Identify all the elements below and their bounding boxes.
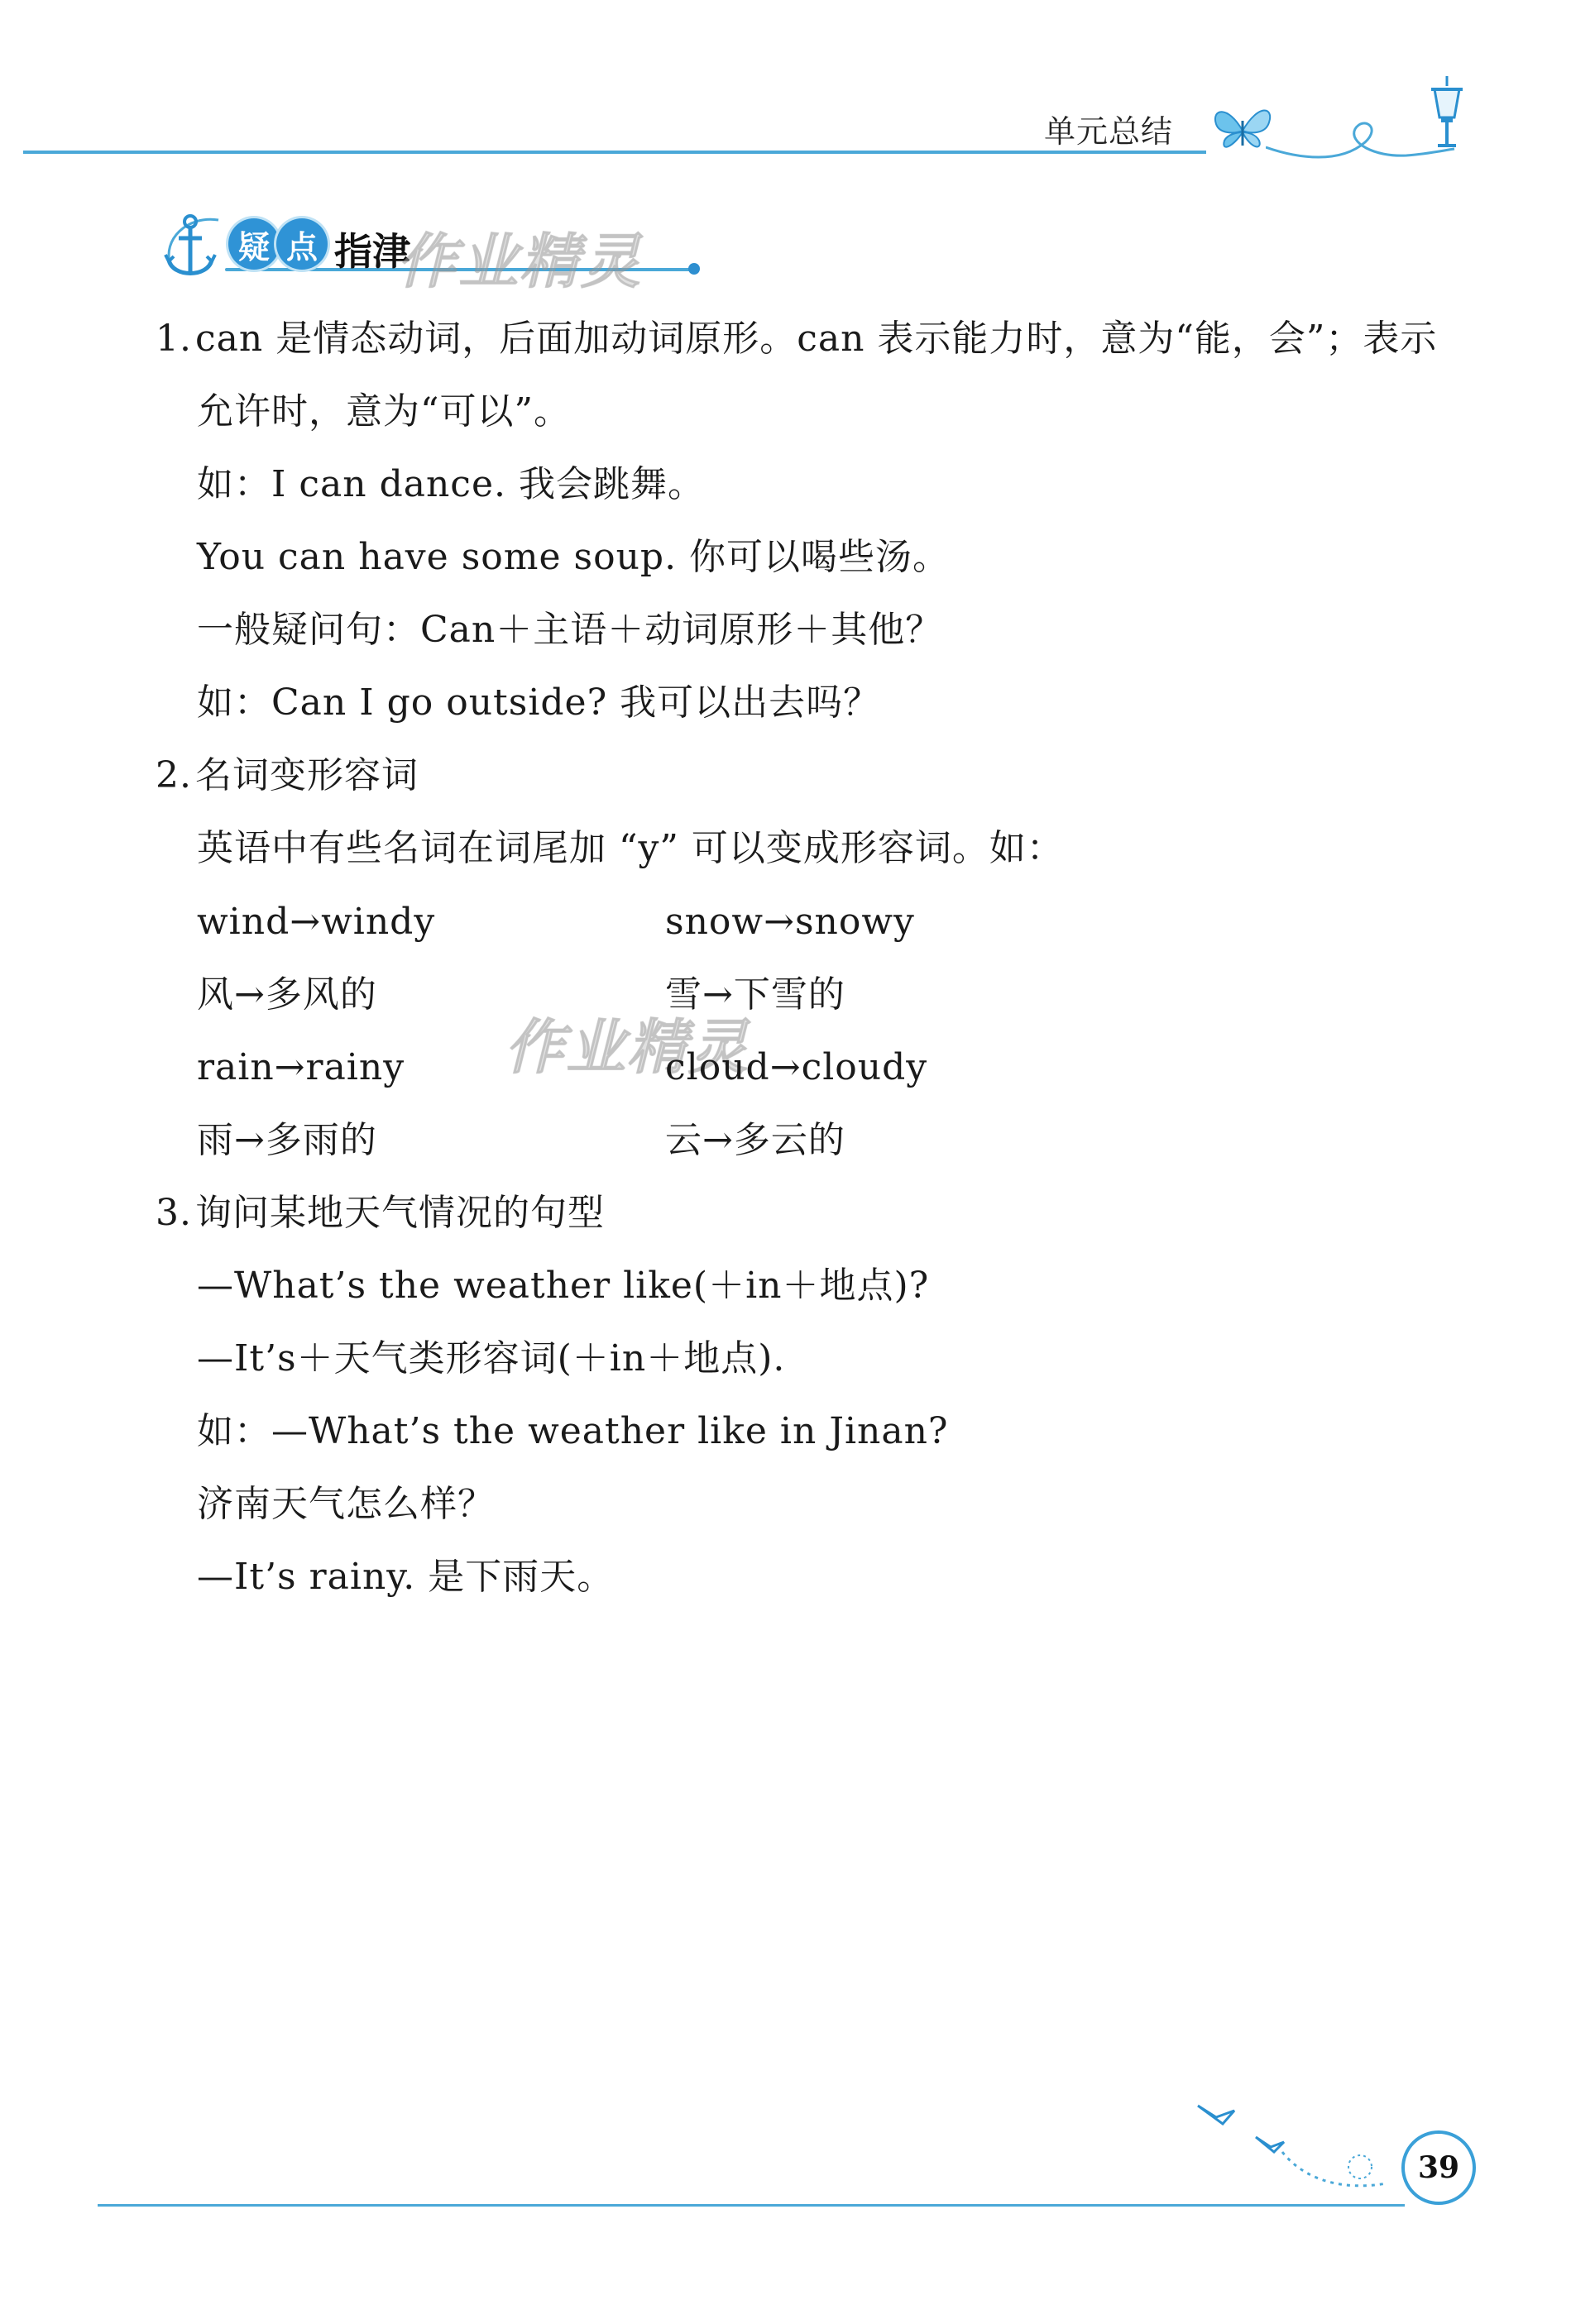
item1-example3: 如：Can I go outside? 我可以出去吗？ — [197, 681, 881, 724]
word-pair-zh: 云→多云的 — [665, 1119, 845, 1161]
word-pair-en: wind→windy — [197, 901, 436, 943]
item-number: 1. — [156, 318, 192, 360]
word-pair-en: cloud→cloudy — [665, 1046, 928, 1088]
birds-ornament — [1191, 2101, 1415, 2200]
anchor-icon — [154, 207, 228, 289]
page-number: 39 — [1401, 2130, 1476, 2205]
badge-char-1: 疑 — [228, 218, 280, 270]
word-pair-en: snow→snowy — [665, 901, 915, 943]
item3-example-translation: 济南天气怎么样？ — [197, 1483, 495, 1525]
word-pair-zh: 雨→多雨的 — [197, 1119, 377, 1161]
item1-example1: 如：I can dance. 我会跳舞。 — [197, 463, 705, 505]
item3-example-question: 如：—What’s the weather like in Jinan? — [197, 1410, 949, 1452]
item3-title: 询问某地天气情况的句型 — [195, 1192, 605, 1234]
word-pair-en: rain→rainy — [197, 1046, 405, 1088]
item-number: 2. — [156, 754, 192, 796]
item2-title: 名词变形容词 — [195, 754, 419, 796]
item1-line1: can 是情态动词，后面加动词原形。can 表示能力时，意为“能，会”；表示 — [195, 318, 1438, 360]
watermark: 作业精灵 — [505, 1012, 750, 1082]
item2-intro: 英语中有些名词在词尾加 “y” 可以变成形容词。如： — [197, 827, 1064, 869]
watermark: 作业精灵 — [397, 227, 643, 296]
item-number: 3. — [156, 1192, 192, 1234]
header-rule — [23, 151, 1206, 154]
word-pair-zh: 雪→下雪的 — [665, 973, 845, 1016]
footer-rule — [98, 2204, 1405, 2207]
item1-line2: 允许时，意为“可以”。 — [197, 390, 571, 433]
badge-title: 指津 — [334, 229, 410, 274]
badge-char-2: 点 — [276, 218, 328, 270]
item3-pattern-question: —What’s the weather like(＋in＋地点)? — [197, 1265, 930, 1307]
badge-dot — [688, 263, 700, 275]
word-pair-zh: 风→多风的 — [197, 973, 377, 1016]
item3-pattern-answer: —It’s＋天气类形容词(＋in＋地点). — [197, 1337, 786, 1380]
item1-question-form: 一般疑问句：Can＋主语＋动词原形＋其他？ — [197, 609, 943, 651]
item1-example2: You can have some soup. 你可以喝些汤。 — [197, 536, 951, 578]
street-lamp-icon — [1425, 74, 1469, 149]
section-title: 单元总结 — [1044, 113, 1174, 150]
section-badge — [154, 207, 716, 289]
item3-example-answer: —It’s rainy. 是下雨天。 — [197, 1556, 615, 1598]
